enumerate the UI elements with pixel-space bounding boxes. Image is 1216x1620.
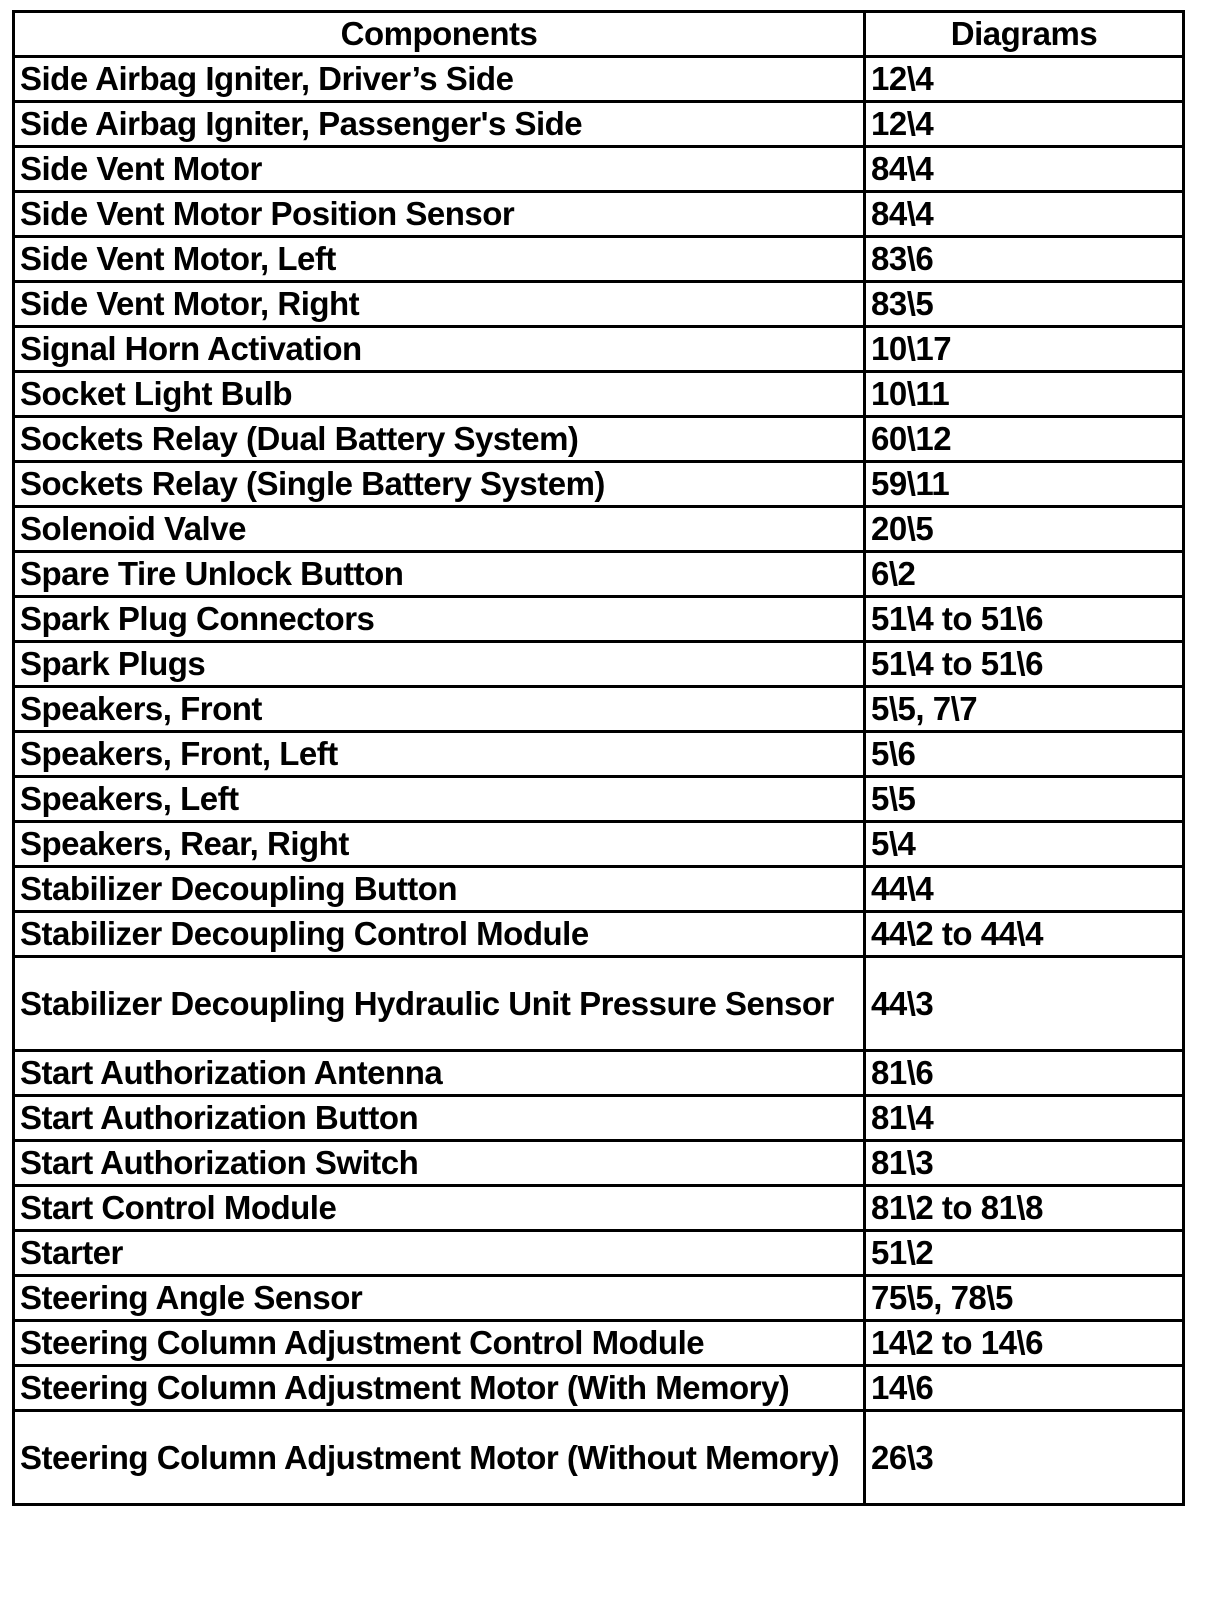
table-row	[14, 597, 1184, 642]
component-cell: Side Airbag Igniter, Driver’s Side	[14, 57, 865, 102]
component-cell: Start Authorization Button	[14, 1096, 865, 1141]
table-row	[14, 867, 1184, 912]
table-row	[14, 1141, 1184, 1186]
component-cell: Side Vent Motor, Left	[14, 237, 865, 282]
header-diagrams: Diagrams	[865, 12, 1184, 57]
component-cell: Speakers, Rear, Right	[14, 822, 865, 867]
table-row	[14, 1276, 1184, 1321]
component-cell: Start Control Module	[14, 1186, 865, 1231]
table-row	[14, 57, 1184, 102]
table-row	[14, 282, 1184, 327]
component-cell: Socket Light Bulb	[14, 372, 865, 417]
diagram-cell: 75\5, 78\5	[865, 1276, 1184, 1321]
table-row	[14, 777, 1184, 822]
diagram-cell: 20\5	[865, 507, 1184, 552]
diagram-cell: 51\4 to 51\6	[865, 642, 1184, 687]
component-cell: Side Vent Motor Position Sensor	[14, 192, 865, 237]
component-cell: Side Vent Motor	[14, 147, 865, 192]
diagram-cell: 59\11	[865, 462, 1184, 507]
diagram-cell: 5\5	[865, 777, 1184, 822]
component-cell: Speakers, Left	[14, 777, 865, 822]
component-cell: Side Airbag Igniter, Passenger's Side	[14, 102, 865, 147]
table-row	[14, 957, 1184, 1051]
table-row	[14, 687, 1184, 732]
component-cell: Spark Plugs	[14, 642, 865, 687]
component-cell: Steering Column Adjustment Motor (Without Memory)	[14, 1411, 865, 1505]
diagram-cell: 26\3	[865, 1411, 1184, 1505]
table-row	[14, 912, 1184, 957]
component-cell: Speakers, Front	[14, 687, 865, 732]
table-row	[14, 642, 1184, 687]
table-row	[14, 507, 1184, 552]
diagram-cell: 81\2 to 81\8	[865, 1186, 1184, 1231]
table-row	[14, 192, 1184, 237]
diagram-cell: 83\5	[865, 282, 1184, 327]
diagram-cell: 5\5, 7\7	[865, 687, 1184, 732]
diagram-cell: 44\4	[865, 867, 1184, 912]
diagram-cell: 81\4	[865, 1096, 1184, 1141]
table-row	[14, 462, 1184, 507]
table-row	[14, 1186, 1184, 1231]
component-cell: Sockets Relay (Dual Battery System)	[14, 417, 865, 462]
diagram-cell: 81\6	[865, 1051, 1184, 1096]
table-row	[14, 732, 1184, 777]
diagram-cell: 84\4	[865, 192, 1184, 237]
table-row	[14, 372, 1184, 417]
diagram-cell: 60\12	[865, 417, 1184, 462]
diagram-cell: 81\3	[865, 1141, 1184, 1186]
component-cell: Signal Horn Activation	[14, 327, 865, 372]
component-cell: Start Authorization Switch	[14, 1141, 865, 1186]
table-row	[14, 1096, 1184, 1141]
diagram-cell: 6\2	[865, 552, 1184, 597]
header-row	[14, 12, 1184, 57]
diagram-cell: 84\4	[865, 147, 1184, 192]
table-row	[14, 327, 1184, 372]
diagram-cell: 5\4	[865, 822, 1184, 867]
table-row	[14, 102, 1184, 147]
diagram-cell: 10\11	[865, 372, 1184, 417]
table-row	[14, 147, 1184, 192]
component-cell: Solenoid Valve	[14, 507, 865, 552]
component-cell: Spare Tire Unlock Button	[14, 552, 865, 597]
diagram-cell: 44\2 to 44\4	[865, 912, 1184, 957]
table-header	[14, 12, 1184, 57]
diagram-cell: 5\6	[865, 732, 1184, 777]
diagram-cell: 51\2	[865, 1231, 1184, 1276]
component-cell: Side Vent Motor, Right	[14, 282, 865, 327]
diagram-cell: 14\6	[865, 1366, 1184, 1411]
diagram-cell: 44\3	[865, 957, 1184, 1051]
components-table-sheet	[12, 10, 1182, 1506]
component-cell: Stabilizer Decoupling Button	[14, 867, 865, 912]
component-cell: Start Authorization Antenna	[14, 1051, 865, 1096]
table-row	[14, 417, 1184, 462]
table-row	[14, 822, 1184, 867]
component-cell: Spark Plug Connectors	[14, 597, 865, 642]
header-components: Components	[14, 12, 865, 57]
component-cell: Stabilizer Decoupling Control Module	[14, 912, 865, 957]
table-row	[14, 1321, 1184, 1366]
table-row	[14, 1411, 1184, 1505]
table-row	[14, 1051, 1184, 1096]
diagram-cell: 51\4 to 51\6	[865, 597, 1184, 642]
diagram-cell: 83\6	[865, 237, 1184, 282]
component-cell: Starter	[14, 1231, 865, 1276]
table-row	[14, 1366, 1184, 1411]
component-cell: Stabilizer Decoupling Hydraulic Unit Pressure Sensor	[14, 957, 865, 1051]
diagram-cell: 14\2 to 14\6	[865, 1321, 1184, 1366]
diagram-cell: 12\4	[865, 57, 1184, 102]
component-cell: Steering Column Adjustment Motor (With Memory)	[14, 1366, 865, 1411]
component-cell: Steering Angle Sensor	[14, 1276, 865, 1321]
component-cell: Steering Column Adjustment Control Module	[14, 1321, 865, 1366]
components-diagrams-table	[12, 10, 1185, 1506]
component-cell: Sockets Relay (Single Battery System)	[14, 462, 865, 507]
table-row	[14, 552, 1184, 597]
component-cell: Speakers, Front, Left	[14, 732, 865, 777]
table-body	[14, 57, 1184, 1505]
table-row	[14, 1231, 1184, 1276]
diagram-cell: 12\4	[865, 102, 1184, 147]
diagram-cell: 10\17	[865, 327, 1184, 372]
table-row	[14, 237, 1184, 282]
